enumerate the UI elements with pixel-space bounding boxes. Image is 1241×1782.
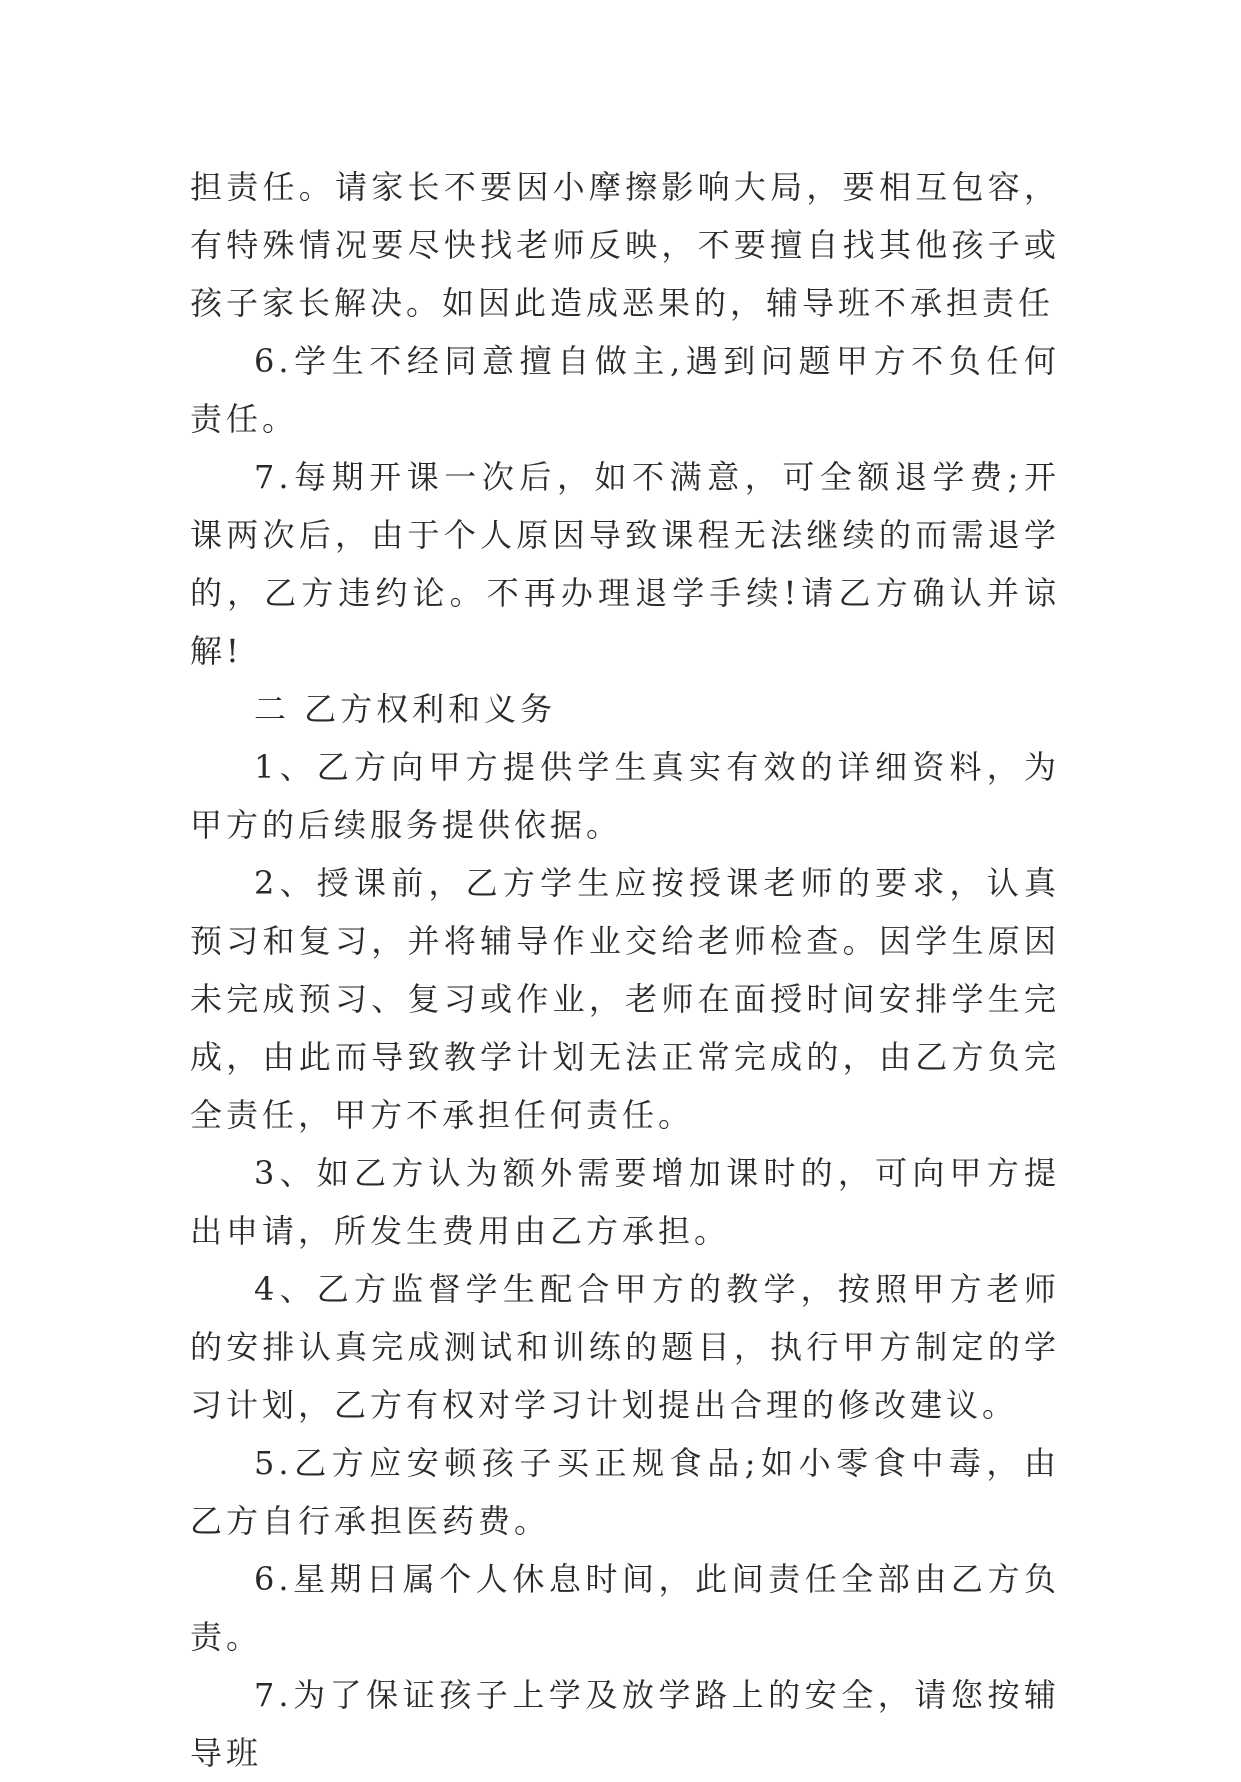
document-body bbox=[190, 158, 1060, 1782]
paragraph-item-5-party-b: 5.乙方应安顿孩子买正规食品;如小零食中毒，由乙方自行承担医药费。 bbox=[190, 1444, 1060, 1540]
paragraph-item-2-party-b: 2、授课前，乙方学生应按授课老师的要求，认真预习和复习，并将辅导作业交给老师检查。因学生原因未完成预习、复习或作业，老师在面授时间安排学生完成，由此而导致教学计划无法正常完成的，由乙方负完全责任，甲方不承担任何责任。 bbox=[190, 864, 1060, 1134]
paragraph-item-3-party-b: 3、如乙方认为额外需要增加课时的，可向甲方提出申请，所发生费用由乙方承担。 bbox=[190, 1154, 1060, 1250]
paragraph-item-1-party-b: 1、乙方向甲方提供学生真实有效的详细资料，为甲方的后续服务提供依据。 bbox=[190, 748, 1060, 844]
paragraph-item-6-party-b: 6.星期日属个人休息时间，此间责任全部由乙方负责。 bbox=[190, 1560, 1060, 1656]
paragraph-item-7-party-b: 7.为了保证孩子上学及放学路上的安全，请您按辅导班 bbox=[190, 1676, 1060, 1772]
section-heading-party-b: 二 乙方权利和义务 bbox=[254, 690, 557, 728]
paragraph-item-6-party-a: 6.学生不经同意擅自做主,遇到问题甲方不负任何责任。 bbox=[190, 342, 1060, 438]
paragraph-item-7-party-a: 7.每期开课一次后，如不满意，可全额退学费;开课两次后，由于个人原因导致课程无法继续的而需退学的，乙方违约论。不再办理退学手续!请乙方确认并谅解! bbox=[190, 458, 1060, 670]
paragraph-item-4-party-b: 4、乙方监督学生配合甲方的教学，按照甲方老师的安排认真完成测试和训练的题目，执行甲方制定的学习计划，乙方有权对学习计划提出合理的修改建议。 bbox=[190, 1270, 1060, 1424]
paragraph-continuation: 担责任。请家长不要因小摩擦影响大局，要相互包容，有特殊情况要尽快找老师反映，不要擅自找其他孩子或孩子家长解决。如因此造成恶果的，辅导班不承担责任 bbox=[190, 168, 1060, 322]
